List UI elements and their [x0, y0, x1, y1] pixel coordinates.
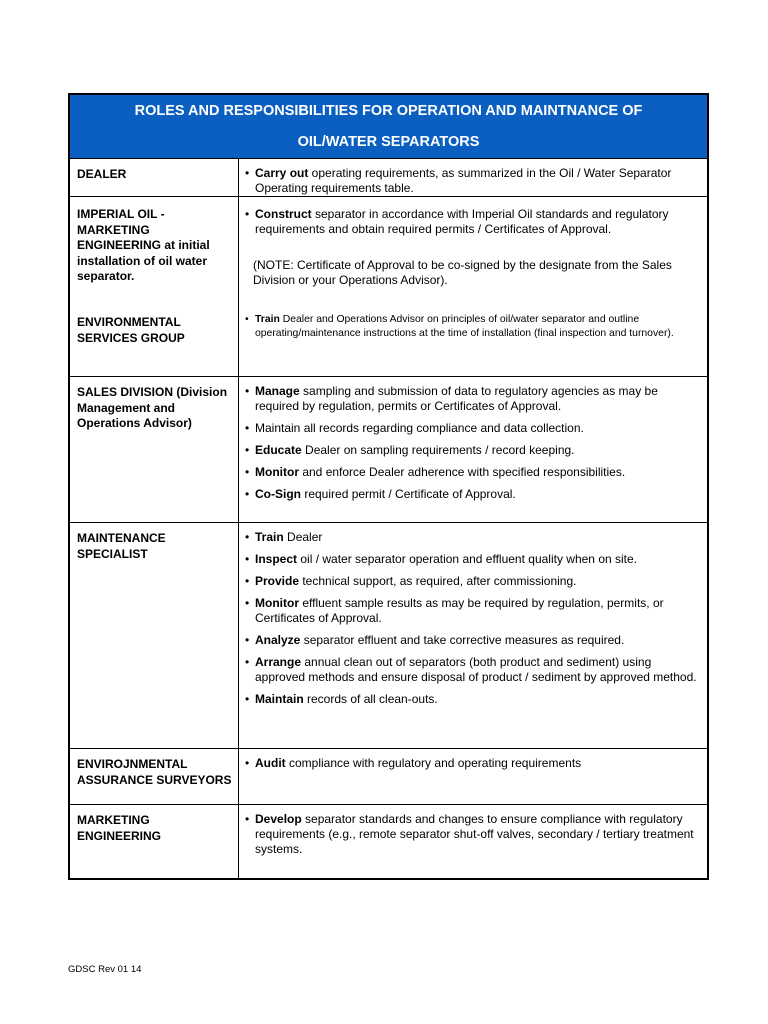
responsibility-list: [243, 530, 701, 707]
role-cell: IMPERIAL OIL - MARKETING ENGINEERING at initial installation of oil water separator.: [70, 197, 239, 301]
list-item: • Maintain all records regarding compliance and data collection.: [243, 421, 701, 436]
responsibility-cell: [239, 749, 707, 804]
list-item: • Maintain records of all clean-outs.: [243, 692, 701, 707]
list-item: • Provide technical support, as required, after commissioning.: [243, 574, 701, 589]
responsibility-cell: [239, 377, 707, 522]
list-item: • Arrange annual clean out of separators (both product and sediment) using approved methods and ensure disposal of product / sediment by approved method.: [243, 655, 701, 685]
responsibility-cell: [239, 523, 707, 748]
list-item: • Audit compliance with regulatory and operating requirements: [243, 756, 701, 771]
role-cell: MAINTENANCE SPECIALIST: [70, 523, 239, 748]
table-row-marketing-engineering: [70, 805, 707, 878]
list-item: • Train Dealer and Operations Advisor on principles of oil/water separator and outline operating/maintenance instructions at the time of installation (final inspection and turnover).: [243, 313, 701, 341]
role-cell: ENVIRONMENTAL SERVICES GROUP: [77, 315, 185, 345]
list-item: • Monitor and enforce Dealer adherence with specified responsibilities.: [243, 465, 701, 480]
list-item: • Inspect oil / water separator operation and effluent quality when on site.: [243, 552, 701, 567]
responsibility-cell: [239, 805, 707, 878]
role-cell: DEALER: [70, 159, 239, 196]
revision-footer: GDSC Rev 01 14: [68, 964, 142, 975]
list-item: • Carry out operating requirements, as summarized in the Oil / Water Separator Operating requirements table.: [243, 166, 701, 196]
responsibility-list: [243, 384, 701, 502]
list-item: • Manage sampling and submission of data to regulatory agencies as may be required by regulation, permits or Certificates of Approval.: [243, 384, 701, 414]
list-item: • Educate Dealer on sampling requirements / record keeping.: [243, 443, 701, 458]
responsibility-cell: [239, 159, 707, 196]
role-cell: ENVIROJNMENTAL ASSURANCE SURVEYORS: [70, 749, 239, 804]
title-line-2: OIL/WATER SEPARATORS: [297, 134, 480, 150]
responsibility-list: [243, 166, 701, 196]
table-title: [70, 95, 707, 159]
list-item: • Monitor effluent sample results as may be required by regulation, permits, or Certificates of Approval.: [243, 596, 701, 626]
list-item: • Co-Sign required permit / Certificate of Approval.: [243, 487, 701, 502]
responsibility-list: [243, 756, 701, 771]
table-row-dealer: [70, 159, 707, 197]
title-line-1: ROLES AND RESPONSIBILITIES FOR OPERATION AND MAINTNANCE OF: [134, 103, 643, 119]
table-row-assurance-surveyors: [70, 749, 707, 805]
responsibility-list: [243, 812, 701, 857]
approval-note: (NOTE: Certificate of Approval to be co-signed by the designate from the Sales Division or your Operations Advisor).: [253, 258, 672, 287]
list-item: • Construct separator in accordance with Imperial Oil standards and regulatory requirements and obtain required permits / Certificates of Approval.: [243, 207, 701, 237]
responsibility-cell: [238, 301, 707, 376]
list-item: • Train Dealer: [243, 530, 701, 545]
roles-table: [68, 93, 709, 880]
table-row-environmental-services: [70, 301, 707, 377]
list-item: • Develop separator standards and changes to ensure compliance with regulatory requirements (e.g., remote separator shut-off valves, secondary / tertiary treatment systems.: [243, 812, 701, 857]
table-row-imperial-oil: [70, 197, 707, 301]
responsibility-list: [243, 207, 701, 237]
table-row-maintenance-specialist: [70, 523, 707, 749]
list-item: • Analyze separator effluent and take corrective measures as required.: [243, 633, 701, 648]
responsibility-cell: [239, 197, 707, 301]
table-row-sales-division: [70, 377, 707, 523]
role-cell: MARKETING ENGINEERING: [70, 805, 239, 878]
role-cell: SALES DIVISION (Division Management and Operations Advisor): [70, 377, 239, 522]
responsibility-list: [243, 313, 701, 341]
